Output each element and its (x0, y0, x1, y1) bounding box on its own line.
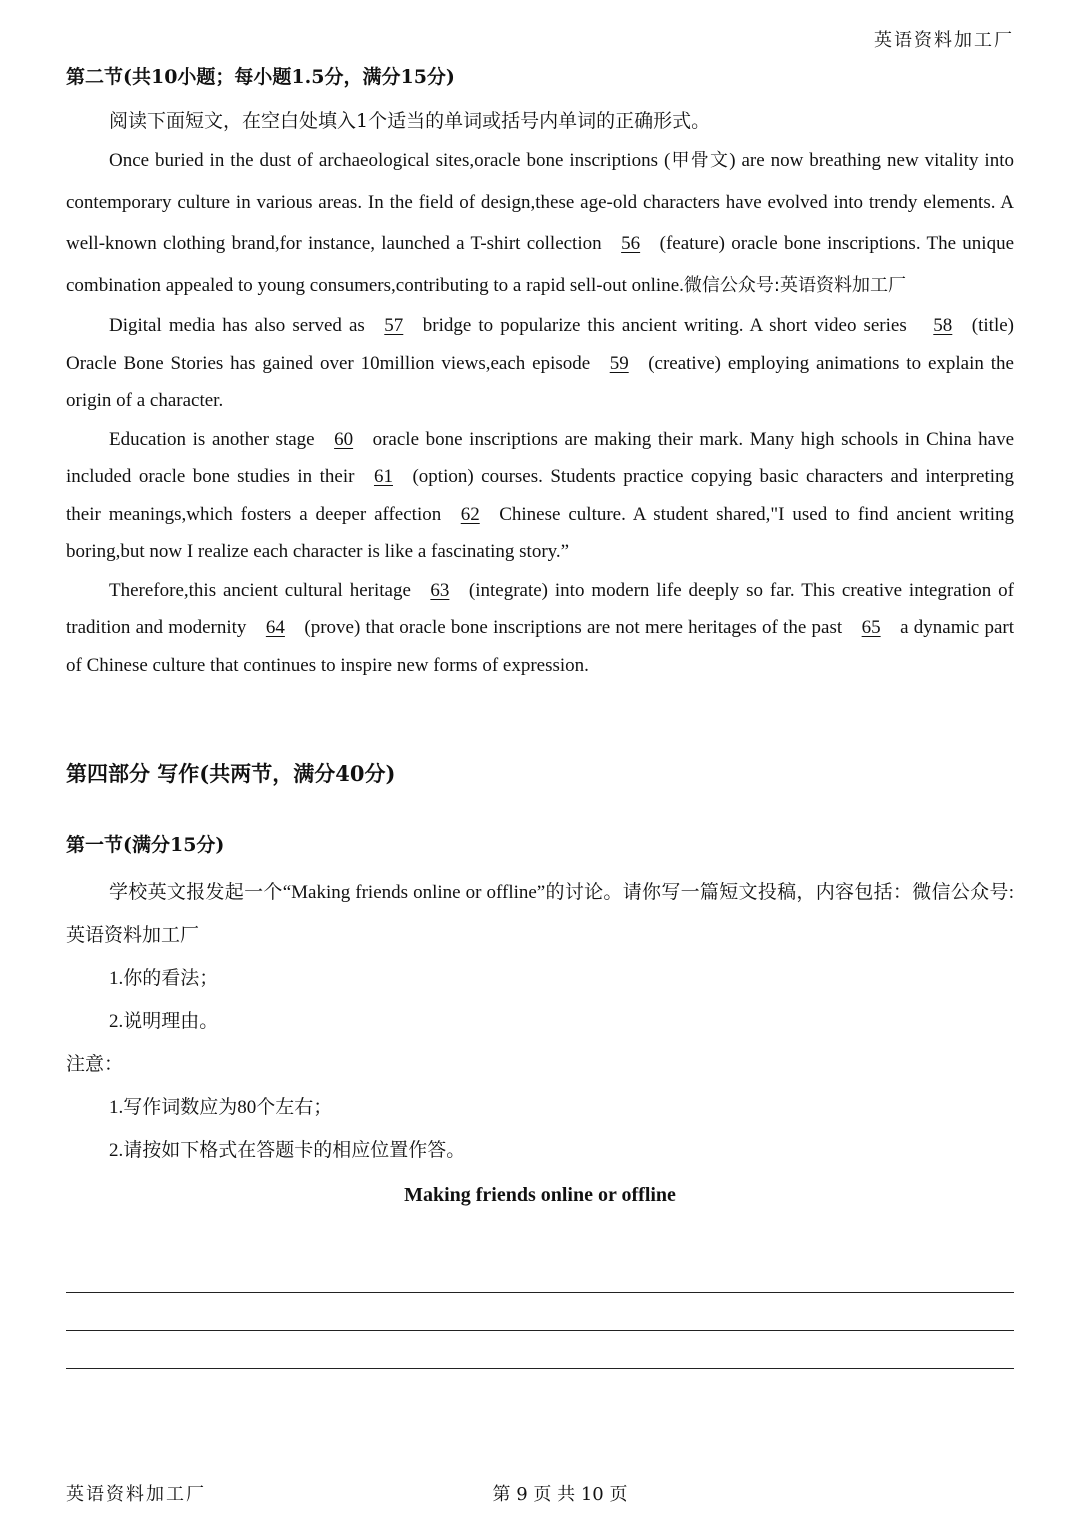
p2-text-a: Digital media has also served as (109, 315, 365, 336)
blank-64[interactable]: 64 (265, 617, 285, 638)
essay-title: Making friends online or offline (404, 1184, 676, 1206)
note-label: 注意： (66, 1054, 124, 1075)
blank-62[interactable]: 62 (460, 503, 480, 525)
p2-text-b: bridge to popularize this ancient writing. A short video series (422, 315, 907, 336)
section-2-title: 第二节(共10小题；每小题1.5分，满分15分) (66, 66, 455, 88)
blank-59[interactable]: 59 (609, 352, 629, 374)
writing-prompt: 学校英文报发起一个“Making friends online or offline”的讨论。请你写一篇短文投稿，内容包括：微信公众号:英语资料加工厂 (66, 882, 1014, 946)
page-content (66, 62, 1014, 1207)
p2-text-c: (title) Oracle Bone Stories has gained over 10million views,each episode (66, 315, 1014, 374)
p1-chinese-term: 甲骨文 (670, 150, 730, 171)
blank-58[interactable]: 58 (933, 315, 953, 336)
p3-text-c: (option) courses. Students practice copying basic characters and interpreting their meanings,which fosters a deeper affection (66, 466, 1015, 525)
blank-65[interactable]: 65 (861, 617, 881, 638)
p2-text-d: (creative) employing animations to explain the origin of a character. (66, 352, 1014, 411)
note-item-2: 2.请按如下格式在答题卡的相应位置作答。 (109, 1140, 466, 1161)
p3-text-b: oracle bone inscriptions are making their mark. Many high schools in China have included oracle bone studies in their (66, 428, 1014, 487)
writing-section-1-title: 第一节(满分15分) (66, 834, 225, 856)
content-item-1: 1.你的看法； (109, 968, 219, 989)
p4-text-a: Therefore,this ancient cultural heritage (109, 579, 411, 601)
blank-57[interactable]: 57 (384, 315, 404, 336)
footer-watermark: 英语资料加工厂 (66, 1484, 206, 1505)
blank-61[interactable]: 61 (373, 466, 393, 487)
section-2-instruction: 阅读下面短文，在空白处填入1个适当的单词或括号内单词的正确形式。 (109, 110, 711, 132)
p1-text-a: Once buried in the dust of archaeological sites,oracle bone inscriptions ( (109, 150, 671, 171)
blank-63[interactable]: 63 (430, 579, 450, 601)
part-4-title: 第四部分 写作(共两节，满分40分) (66, 761, 396, 786)
content-item-2: 2.说明理由。 (109, 1011, 219, 1032)
p3-text-d: Chinese culture. A student shared,"I used to find ancient writing boring,but now I realize each character is like a fascinating story.” (66, 503, 1014, 562)
p4-text-b: (integrate) into modern life deeply so far. This creative integration of tradition and modernity (66, 579, 1014, 638)
p1-text-b: ) are now breathing new vitality into contemporary culture in various areas. In the field of design,these age-old characters have evolved into trendy elements. A well-known clothing brand,for instance, launched a T-shirt collection (66, 150, 1014, 254)
passage-paragraph-2 (66, 307, 1014, 420)
answer-line-3[interactable] (66, 1368, 1014, 1369)
passage-paragraph-1 (66, 140, 1014, 306)
p4-text-c: (prove) that oracle bone inscriptions are not mere heritages of the past (304, 617, 843, 638)
answer-line-1[interactable] (66, 1292, 1014, 1293)
page-number: 第 9 页 共 10 页 (492, 1484, 628, 1505)
passage-paragraph-4 (66, 572, 1014, 685)
p1-wechat-note: 微信公众号:英语资料加工厂 (683, 274, 906, 296)
p1-text-c: (feature) oracle bone inscriptions. The unique combination appealed to young consumers,contributing to a rapid sell-out online. (66, 233, 1015, 296)
passage-paragraph-3 (66, 421, 1014, 571)
blank-56[interactable]: 56 (621, 233, 641, 254)
blank-60[interactable]: 60 (334, 428, 354, 450)
p4-text-d: a dynamic part of Chinese culture that continues to inspire new forms of expression. (66, 617, 1015, 676)
note-item-1: 1.写作词数应为80个左右； (109, 1097, 333, 1118)
answer-line-2[interactable] (66, 1330, 1014, 1331)
header-watermark: 英语资料加工厂 (874, 30, 1014, 51)
p3-text-a: Education is another stage (109, 428, 315, 450)
